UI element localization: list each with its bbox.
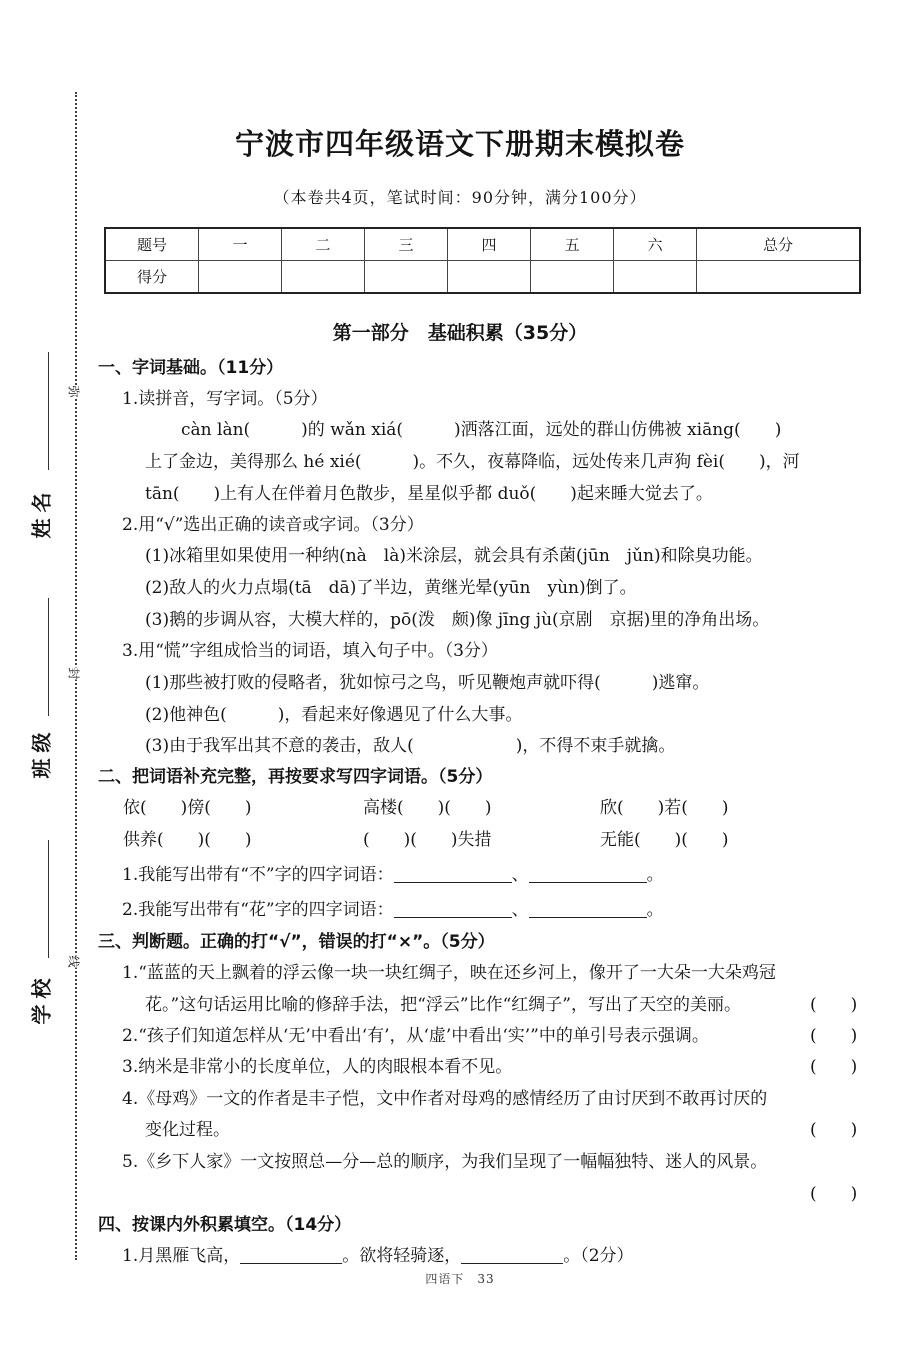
- score-cell: 六: [614, 228, 697, 261]
- question-1-3-item-3: (3)由于我军出其不意的袭击，敌人( )，不得不束手就擒。: [145, 736, 676, 756]
- idiom-blank-4: 供养( )( ): [123, 830, 252, 850]
- period: 。: [646, 900, 664, 920]
- separator: 、: [511, 900, 529, 920]
- page-footer: 四语下 33: [425, 1272, 495, 1286]
- score-input-cell[interactable]: [697, 261, 860, 294]
- section-heading-4: 四、按课内外积累填空。（14分）: [98, 1215, 352, 1235]
- score-input-cell[interactable]: [531, 261, 614, 294]
- exam-subtitle: （本卷共4页，笔试时间：90分钟，满分100分）: [273, 188, 647, 207]
- question-1-2-item-2: (2)敌人的火力点塌(tā dā)了半边，黄继光晕(yūn yùn)倒了。: [145, 578, 637, 598]
- answer-line[interactable]: [529, 903, 647, 918]
- question-1-3-item-1: (1)那些被打败的侵略者，犹如惊弓之鸟，听见鞭炮声就吓得( )逃窜。: [145, 673, 710, 693]
- section-heading-3: 三、判断题。正确的打“√”，错误的打“×”。（5分）: [98, 932, 495, 952]
- poem-line-c: 。（2分）: [563, 1246, 634, 1266]
- answer-line[interactable]: [394, 868, 512, 883]
- score-input-cell[interactable]: [448, 261, 531, 294]
- judge-item-4-line-1: 4.《母鸡》一文的作者是丰子恺，文中作者对母鸡的感情经历了由讨厌到不敢再讨厌的: [122, 1089, 768, 1109]
- score-cell: 题号: [105, 228, 199, 261]
- class-label: 班级: [29, 726, 54, 779]
- class-write-line: [48, 598, 49, 716]
- answer-line[interactable]: [461, 1249, 563, 1264]
- question-2-2-text: 2.我能写出带有“花”字的四字词语：: [122, 900, 394, 920]
- score-table-score-row: [105, 261, 860, 294]
- question-1-2: 2.用“√”选出正确的读音或字词。（3分）: [122, 515, 424, 535]
- idiom-blank-3: 欣( )若( ): [600, 798, 729, 818]
- score-cell: 五: [531, 228, 614, 261]
- judge-item-3: 3.纳米是非常小的长度单位，人的肉眼根本看不见。: [122, 1057, 513, 1077]
- idiom-blank-6: 无能( )( ): [600, 830, 729, 850]
- score-input-cell[interactable]: [614, 261, 697, 294]
- score-input-cell[interactable]: [365, 261, 448, 294]
- school-label: 学校: [29, 972, 54, 1025]
- score-cell: 三: [365, 228, 448, 261]
- pinyin-line-2-text: 了金边，美得那么 hé xié( )。不久，夜幕降临，远处传来几声狗 fèi( )，河: [162, 452, 800, 472]
- pinyin-line-2: [145, 447, 800, 472]
- judge-answer-4[interactable]: ( ): [810, 1120, 858, 1140]
- score-row-label: 得分: [105, 261, 199, 294]
- judge-answer-3[interactable]: ( ): [810, 1057, 858, 1077]
- score-cell: 二: [282, 228, 365, 261]
- poem-line-b: 。欲将轻骑逐，: [342, 1246, 462, 1266]
- question-1-3: 3.用“慌”字组成恰当的词语，填入句子中。（3分）: [122, 641, 498, 661]
- separator: 、: [511, 865, 529, 885]
- period: 。: [646, 865, 664, 885]
- exam-title: 宁波市四年级语文下册期末模拟卷: [234, 127, 685, 161]
- judge-answer-5[interactable]: ( ): [810, 1184, 858, 1204]
- judge-item-4-line-2: 变化过程。: [145, 1120, 230, 1140]
- answer-line[interactable]: [529, 868, 647, 883]
- idiom-blank-1: 依( )傍( ): [123, 798, 252, 818]
- score-cell: 四: [448, 228, 531, 261]
- pinyin-line-3: tān( )上有人在伴着月色散步，星星似乎都 duǒ( )起来睡大觉去了。: [145, 484, 713, 504]
- seal-xian: 线: [65, 955, 84, 967]
- judge-item-2: 2.“孩子们知道怎样从‘无’中看出‘有’，从‘虚’中看出‘实’”中的单引号表示强调。: [122, 1026, 709, 1046]
- idiom-blank-2: 高楼( )( ): [363, 798, 492, 818]
- seal-feng: 封: [65, 667, 84, 679]
- judge-item-1-line-1: 1.“蓝蓝的天上飘着的浮云像一块一块红绸子，映在还乡河上，像开了一大朵一大朵鸡冠: [122, 963, 776, 983]
- score-cell: 总分: [697, 228, 860, 261]
- question-2-1: [122, 860, 664, 885]
- question-2-1-text: 1.我能写出带有“不”字的四字词语：: [122, 865, 394, 885]
- idiom-blank-5: ( )( )失措: [363, 830, 492, 850]
- judge-item-5: 5.《乡下人家》一文按照总—分—总的顺序，为我们呈现了一幅幅独特、迷人的风景。: [122, 1152, 768, 1172]
- section-heading-2: 二、把词语补充完整，再按要求写四字词语。（5分）: [98, 767, 493, 787]
- poem-line-a: 1.月黑雁飞高，: [122, 1246, 241, 1266]
- question-1-2-item-1: (1)冰箱里如果使用一种纳(nà là)米涂层，就会具有杀菌(jūn jǔn)和除臭功能。: [145, 546, 763, 566]
- seal-mi: 弥: [65, 385, 84, 397]
- question-4-1: [122, 1241, 634, 1266]
- question-2-2: [122, 895, 664, 920]
- pinyin-line-2-lead: 上: [145, 452, 162, 472]
- score-input-cell[interactable]: [282, 261, 365, 294]
- question-1-3-item-2: (2)他神色( )，看起来好像遇见了什么大事。: [145, 705, 523, 725]
- name-label: 姓名: [29, 486, 54, 539]
- answer-line[interactable]: [240, 1249, 342, 1264]
- question-1-2-item-3: (3)鹅的步调从容，大模大样的，pō(泼 颇)像 jīng jù(京剧 京据)里的净角出场。: [145, 610, 770, 630]
- score-cell: 一: [199, 228, 282, 261]
- score-table-header-row: [105, 228, 860, 261]
- score-input-cell[interactable]: [199, 261, 282, 294]
- answer-line[interactable]: [394, 903, 512, 918]
- pinyin-line-1: càn làn( )的 wǎn xiá( )洒落江面，远处的群山仿佛被 xiāng( ): [181, 420, 782, 440]
- question-1-1: 1.读拼音，写字词。（5分）: [122, 389, 328, 409]
- part-title: 第一部分 基础积累（35分）: [332, 322, 588, 344]
- judge-answer-2[interactable]: ( ): [810, 1026, 858, 1046]
- judge-item-1-line-2: 花。”这句话运用比喻的修辞手法，把“浮云”比作“红绸子”，写出了天空的美丽。: [145, 995, 741, 1015]
- score-table: [104, 227, 861, 294]
- section-heading-1: 一、字词基础。（11分）: [98, 358, 284, 378]
- school-write-line: [48, 840, 49, 958]
- judge-answer-1[interactable]: ( ): [810, 995, 858, 1015]
- name-write-line: [48, 352, 49, 470]
